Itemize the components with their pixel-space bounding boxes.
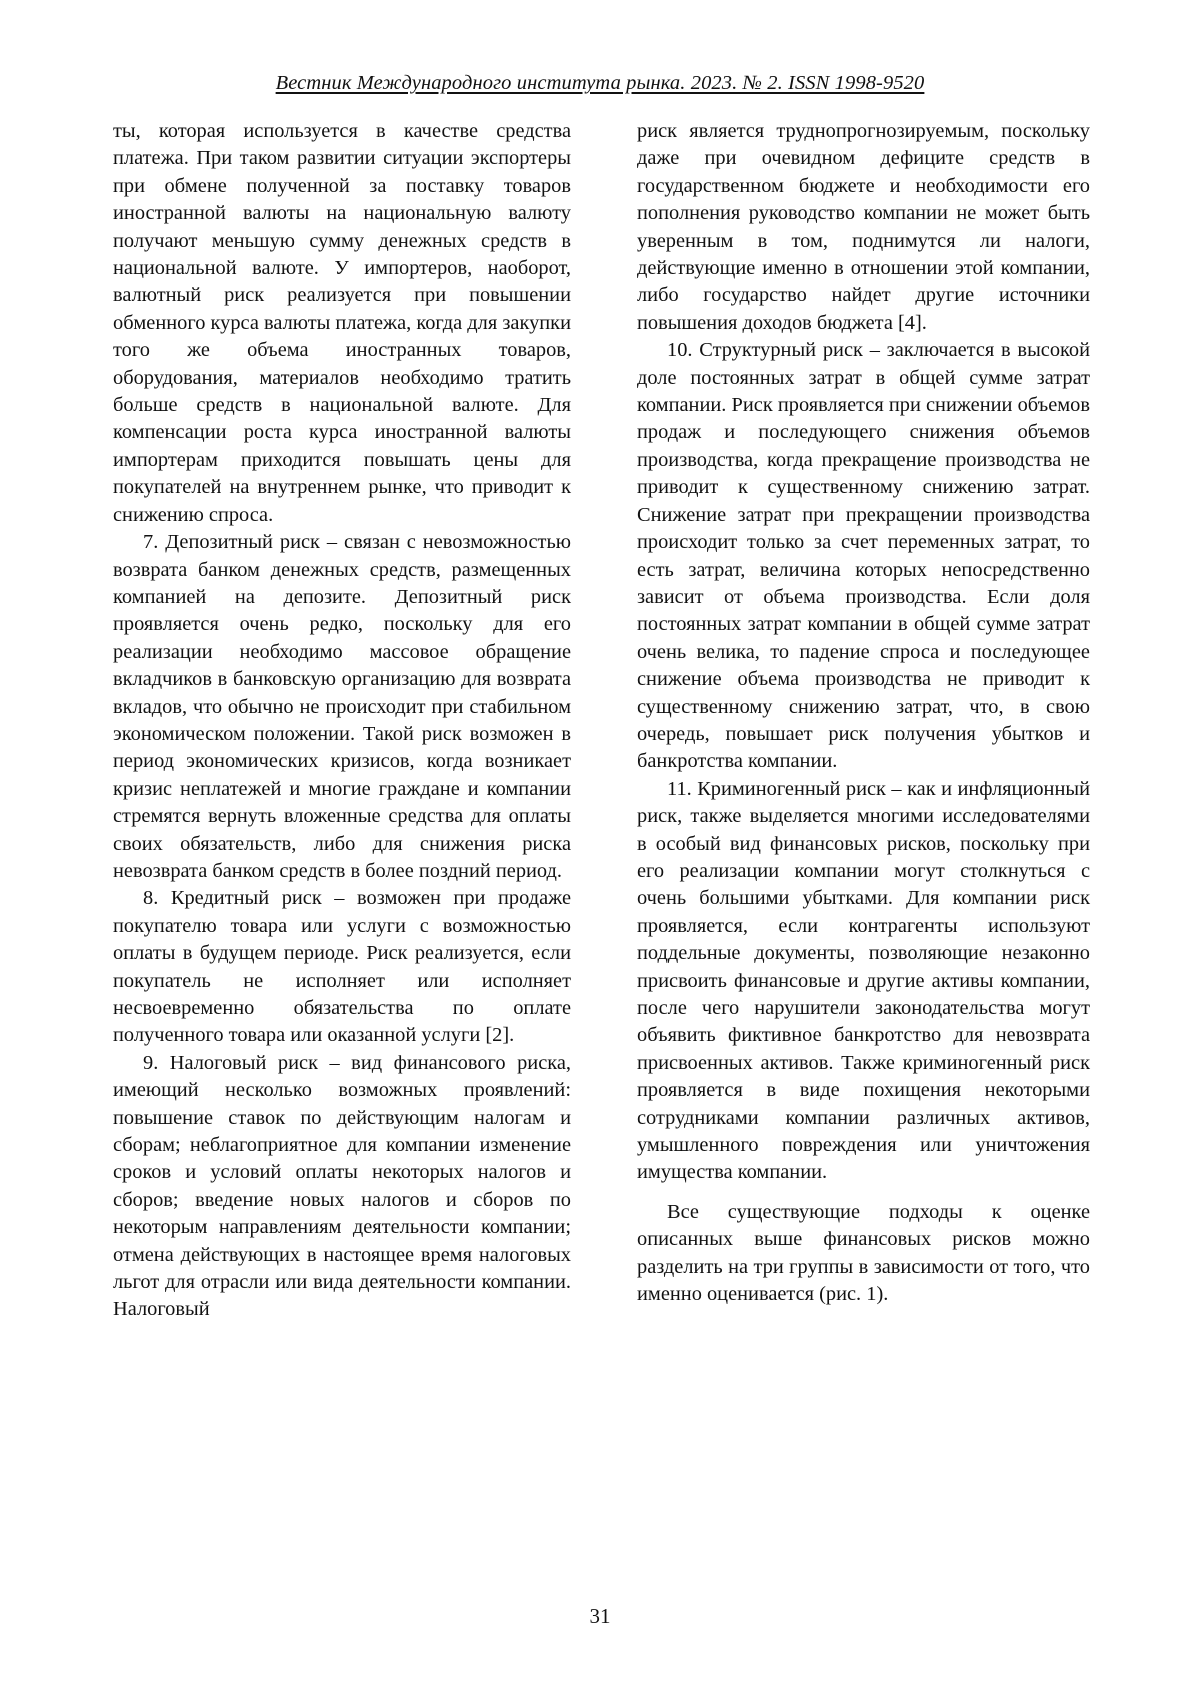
paragraph-credit-risk: 8. Кредитный риск – возможен при продаже покупателю товара или услуги с возможностью оплаты в будущем периоде. Риск реализуется, если покупатель не исполняет или исполняет несвоевременно обязательства по оплате полученного товара или оказанной услуги [2].	[113, 887, 571, 1047]
paragraph-tax-risk: 9. Налоговый риск – вид финансового риска, имеющий несколько возможных проявлений: повышение ставок по действующим налогам и сборам; неблагоприятное для компании изменение сроков и условий оплаты некоторых налогов и сборов; введение новых налогов и сборов по некоторым направлениям деятельности компании; отмена действующих в настоящее время налоговых льгот для отрасли или вида деятельности компании. Налоговый	[113, 1051, 571, 1321]
paragraph-valuta-continued: ты, которая используется в качестве средства платежа. При таком развитии ситуации экспортеры при обмене полученной за поставку товаров иностранной валюты на национальную валюту получают меньшую сумму денежных средств в национальной валюте. У импортеров, наоборот, валютный риск реализуется при повышении обменного курса валюты платежа, когда для закупки того же объема иностранных товаров, оборудования, материалов необходимо тратить больше средств в национальной валюте. Для компенсации роста курса иностранной валюты импортерам приходится повышать цены для покупателей на внутреннем рынке, что приводит к снижению спроса.	[113, 120, 571, 526]
running-header: Вестник Международного института рынка. 2023. № 2. ISSN 1998-9520	[275, 72, 925, 94]
paragraph-criminogenic-risk: 11. Криминогенный риск – как и инфляционный риск, также выделяется многими исследователями в особый вид финансовых рисков, поскольку при его реализации компании могут столкнуться с очень большими убытками. Для компании риск проявляется, если контрагенты используют поддельные документы, позволяющие незаконно присвоить финансовые и другие активы компании, после чего нарушители законодательства могут объявить фиктивное банкротство для невозврата присвоенных активов. Также криминогенный риск проявляется в виде похищения некоторыми сотрудниками компании различных активов, умышленного повреждения или уничтожения имущества компании.	[637, 777, 1090, 1184]
paragraph-assessment-approaches: Все существующие подходы к оценке описанных выше финансовых рисков можно разделить на три группы в зависимости от того, что именно оценивается (рис. 1).	[637, 1200, 1090, 1306]
left-column	[113, 118, 571, 1324]
paragraph-structural-risk: 10. Структурный риск – заключается в высокой доле постоянных затрат в общей сумме затрат компании. Риск проявляется при снижении объемов продаж и последующего снижения объемов производства, когда прекращение производства не приводит к существенному снижению затрат. Снижение затрат при прекращении производства происходит только за счет переменных затрат, то есть затрат, величина которых непосредственно зависит от объема производства. Если доля постоянных затрат компании в общей сумме затрат очень велика, то падение спроса и последующее снижение объема производства не приводит к существенному снижению затрат, что, в свою очередь, повышает риск получения убытков и банкротства компании.	[637, 339, 1090, 773]
paragraph-deposit-risk: 7. Депозитный риск – связан с невозможностью возврата банком денежных средств, размещенных компанией на депозите. Депозитный риск проявляется очень редко, поскольку для его реализации необходимо массовое обращение вкладчиков в банковскую организацию для возврата вкладов, что обычно не происходит при стабильном экономическом положении. Такой риск возможен в период экономических кризисов, когда возникает кризис неплатежей и многие граждане и компании стремятся вернуть вложенные средства для оплаты своих обязательств, либо для снижения риска невозврата банком средств в более поздний период.	[113, 531, 571, 882]
paragraph-tax-risk-continued: риск является труднопрогнозируемым, поскольку даже при очевидном дефиците средств в государственном бюджете и необходимости его пополнения руководство компании не может быть уверенным в том, поднимутся ли налоги, действующие именно в отношении этой компании, либо государство найдет другие источники повышения доходов бюджета [4].	[637, 120, 1090, 334]
page-number: 31	[589, 1604, 611, 1628]
right-column	[637, 118, 1090, 1308]
